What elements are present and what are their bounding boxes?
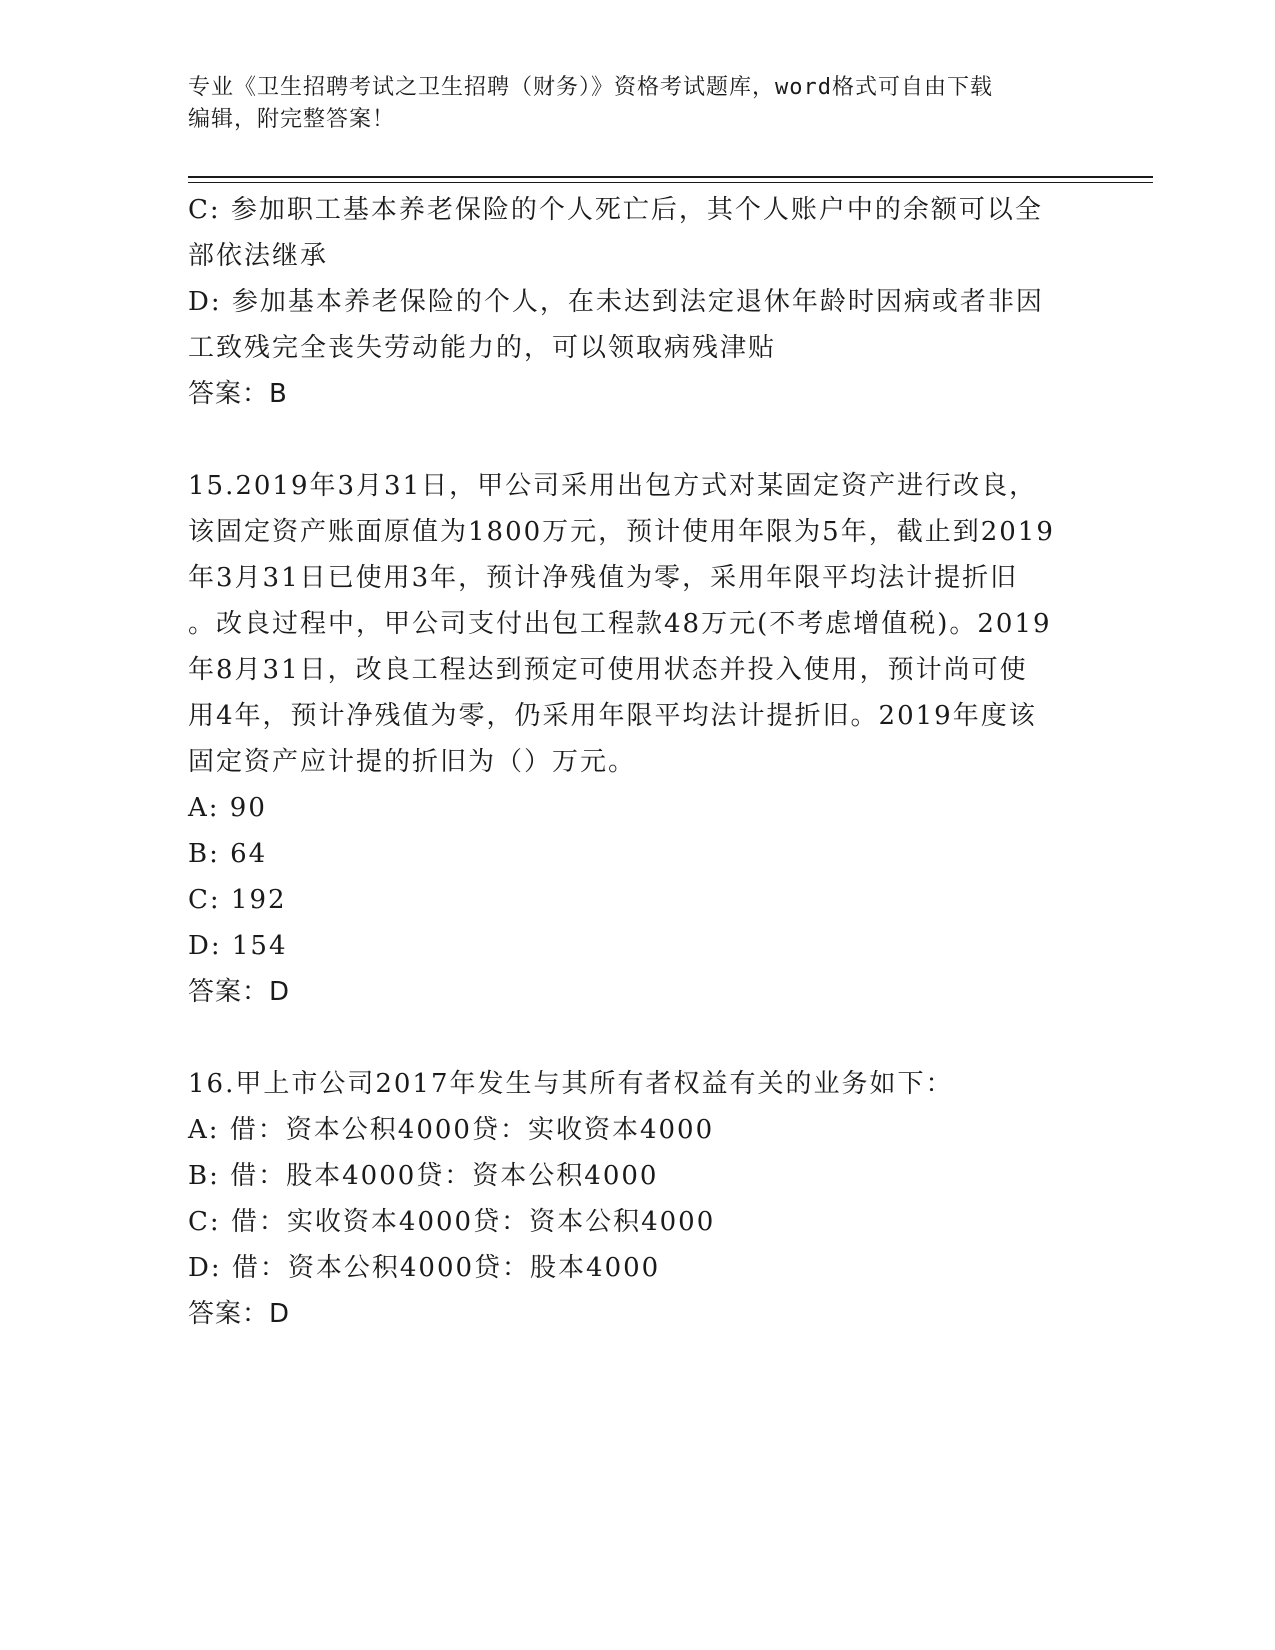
option-d-line-2: 工致残完全丧失劳动能力的，可以领取病残津贴 [188,333,777,363]
option-a: A: 借：资本公积4000贷：实收资本4000 [188,1115,715,1145]
answer-15: 答案：D [188,977,291,1007]
document-header [188,72,1068,136]
question-stem: 16.甲上市公司2017年发生与其所有者权益有关的业务如下： [188,1069,954,1099]
question-stem-line: 。改良过程中，甲公司支付出包工程款48万元(不考虑增值税)。2019 [188,609,1052,639]
question-stem-line: 年3月31日已使用3年，预计净残值为零，采用年限平均法计提折旧 [188,563,1019,593]
option-d-line-1: D: 参加基本养老保险的个人，在未达到法定退休年龄时因病或者非因 [188,287,1044,317]
header-rule-thick [188,176,1153,178]
question-15 [188,463,1088,1015]
option-c: C: 192 [188,885,287,915]
header-line-1: 专业《卫生招聘考试之卫生招聘（财务）》资格考试题库，word格式可自由下载 [188,75,993,100]
option-b: B: 64 [188,839,268,869]
question-stem-line: 该固定资产账面原值为1800万元，预计使用年限为5年，截止到2019 [188,517,1055,547]
question-stem-line: 固定资产应计提的折旧为（）万元。 [188,747,637,777]
header-rule-thin [188,182,1153,183]
question-stem-line: 年8月31日，改良工程达到预定可使用状态并投入使用，预计尚可使 [188,655,1028,685]
option-c-line-1: C: 参加职工基本养老保险的个人死亡后，其个人账户中的余额可以全 [188,195,1043,225]
option-d: D: 154 [188,931,288,961]
option-d: D: 借：资本公积4000贷：股本4000 [188,1253,661,1283]
spacer [188,1015,1088,1061]
question-16 [188,1061,1088,1337]
question-14-tail [188,187,1088,417]
question-stem-line: 15.2019年3月31日，甲公司采用出包方式对某固定资产进行改良， [188,471,1038,501]
spacer [188,417,1088,463]
option-b: B: 借：股本4000贷：资本公积4000 [188,1161,659,1191]
header-line-2: 编辑，附完整答案！ [188,107,396,132]
answer-16: 答案：D [188,1299,291,1329]
option-c-line-2: 部依法继承 [188,241,329,271]
option-a: A: 90 [188,793,267,823]
answer-14: 答案：B [188,379,288,409]
option-c: C: 借：实收资本4000贷：资本公积4000 [188,1207,716,1237]
question-stem-line: 用4年，预计净残值为零，仍采用年限平均法计提折旧。2019年度该 [188,701,1037,731]
document-body [188,187,1088,1337]
